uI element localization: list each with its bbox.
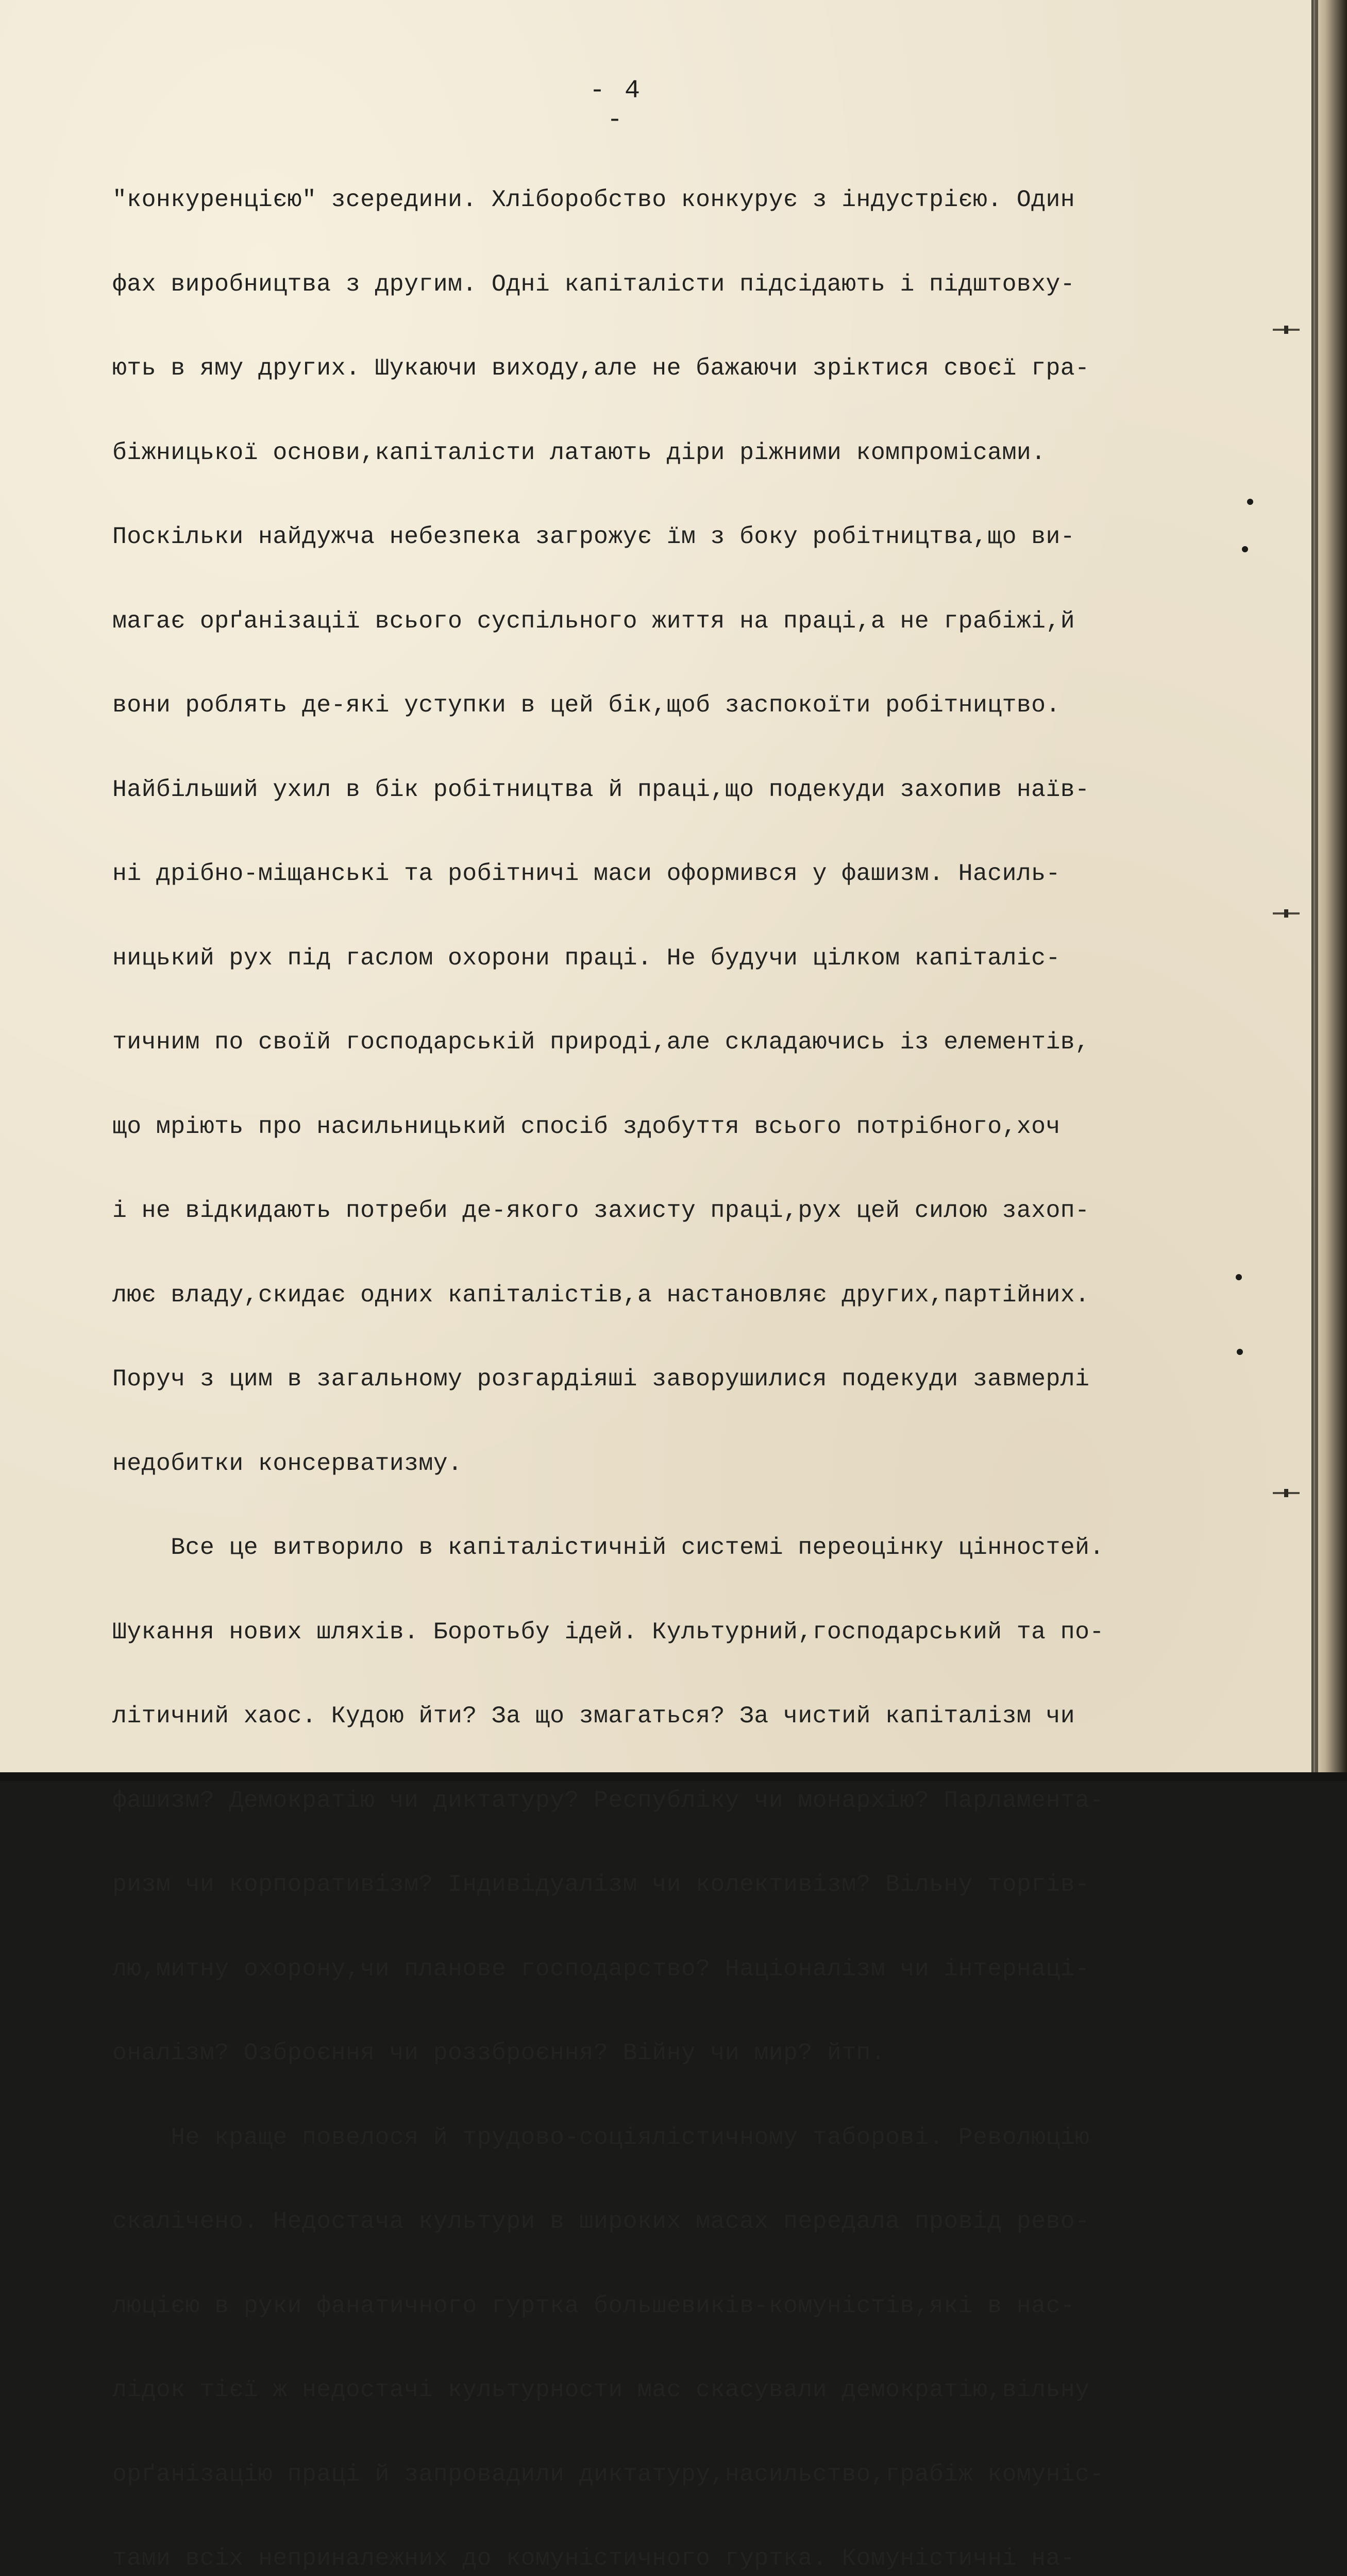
- text-line: лює владу,скидає одних капіталістів,а настановляє других,партійних.: [112, 1281, 1090, 1309]
- text-line: Найбільший ухил в бік робітництва й праці,що подекуди захопив наїв-: [112, 775, 1090, 803]
- text-line: ють в яму других. Шукаючи виходу,але не бажаючи зріктися своєї гра-: [112, 354, 1090, 382]
- text-line: недобитки консерватизму.: [112, 1449, 463, 1477]
- body-text: [112, 130, 1174, 2576]
- text-line: Поруч з цим в загальному розгардіяші заворушилися подекуди завмерлі: [112, 1365, 1090, 1393]
- punch-hole-mark: [1236, 1274, 1242, 1280]
- text-line: і не відкидають потреби де-якого захисту праці,рух цей силою захоп-: [112, 1197, 1090, 1224]
- text-line: Все це витворило в капіталістичній системі переоцінку цінностей.: [112, 1534, 1104, 1561]
- text-line: лю,митну охорону,чи планове господарство? Націоналізм чи інтернаці-: [112, 1955, 1090, 1982]
- text-line: вони роблять де-які уступки в цей бік,щоб заспокоїти робітництво.: [112, 691, 1060, 719]
- text-line: магає орґанізації всього суспільного життя на праці,а не грабіжі,й: [112, 607, 1075, 635]
- text-line: оналізм? Озброєння чи роззброєння? Війну чи мир? йтп.: [112, 2039, 886, 2066]
- text-line: що мріють про насильницький спосіб здобуття всього потрібного,хоч: [112, 1112, 1060, 1140]
- text-line: лідок тієї ж недостачі культурности мас скасували демократію,вільну: [112, 2376, 1090, 2403]
- text-line: біжницької основи,капіталісти латають діри ріжними компромісами.: [112, 438, 1046, 466]
- binding-edge: [1315, 0, 1318, 1781]
- punch-hole-mark: [1247, 499, 1253, 505]
- text-line: "конкуренцією" зсередини. Хліборобство конкурує з індустрією. Один: [112, 186, 1075, 213]
- text-line: ризм чи корпоративізм? Індивідуалізм чи колективізм? Вільну торгів-: [112, 1871, 1090, 1898]
- text-line: люцією в руки фанатичного гуртка большевиків-комуністів,які в нас-: [112, 2292, 1075, 2319]
- text-line: ницький рух під гаслом охорони праці. Не будучи цілком капіталіс-: [112, 944, 1060, 972]
- text-line: тами всіх неприналежних до комуністичного гуртка. Комуністичні на-: [112, 2545, 1075, 2572]
- text-line: ні дрібно-міщанські та робітничі маси оформився у фашизм. Насиль-: [112, 860, 1060, 887]
- text-line: скалічено. Недостача культури в широких масах передала провід рево-: [112, 2208, 1090, 2235]
- page-number: - 4 -: [589, 76, 642, 135]
- text-line: Поскільки найдужча небезпека загрожує їм з боку робітництва,що ви-: [112, 523, 1075, 550]
- punch-hole-mark: [1242, 546, 1248, 552]
- binding-staple: [1273, 1489, 1300, 1497]
- punch-hole-mark: [1237, 1349, 1243, 1355]
- text-line: орґанізацію праці й запровадили диктатуру,насильство,грабіж комуніс-: [112, 2460, 1104, 2488]
- text-line: Шукання нових шляхів. Боротьбу ідей. Культурний,господарський та по-: [112, 1618, 1104, 1646]
- binding-staple: [1273, 326, 1300, 334]
- scan-bottom-edge: [0, 1772, 1347, 1781]
- text-line: літичний хаос. Кудою йти? За що змагаться? За чистий капіталізм чи: [112, 1702, 1075, 1730]
- text-line: тичним по своїй господарській природі,але складаючись із елементів,: [112, 1028, 1090, 1056]
- text-line: фашизм? Демократію чи диктатуру? Республіку чи монархію? Парламента-: [112, 1786, 1104, 1814]
- binding-staple: [1273, 909, 1300, 918]
- text-line: фах виробництва з другим. Одні капіталісти підсідають і підштовху-: [112, 270, 1075, 298]
- text-line: Не краще повелося й трудово-соціялістичному таборові. Революцію: [112, 2123, 1090, 2151]
